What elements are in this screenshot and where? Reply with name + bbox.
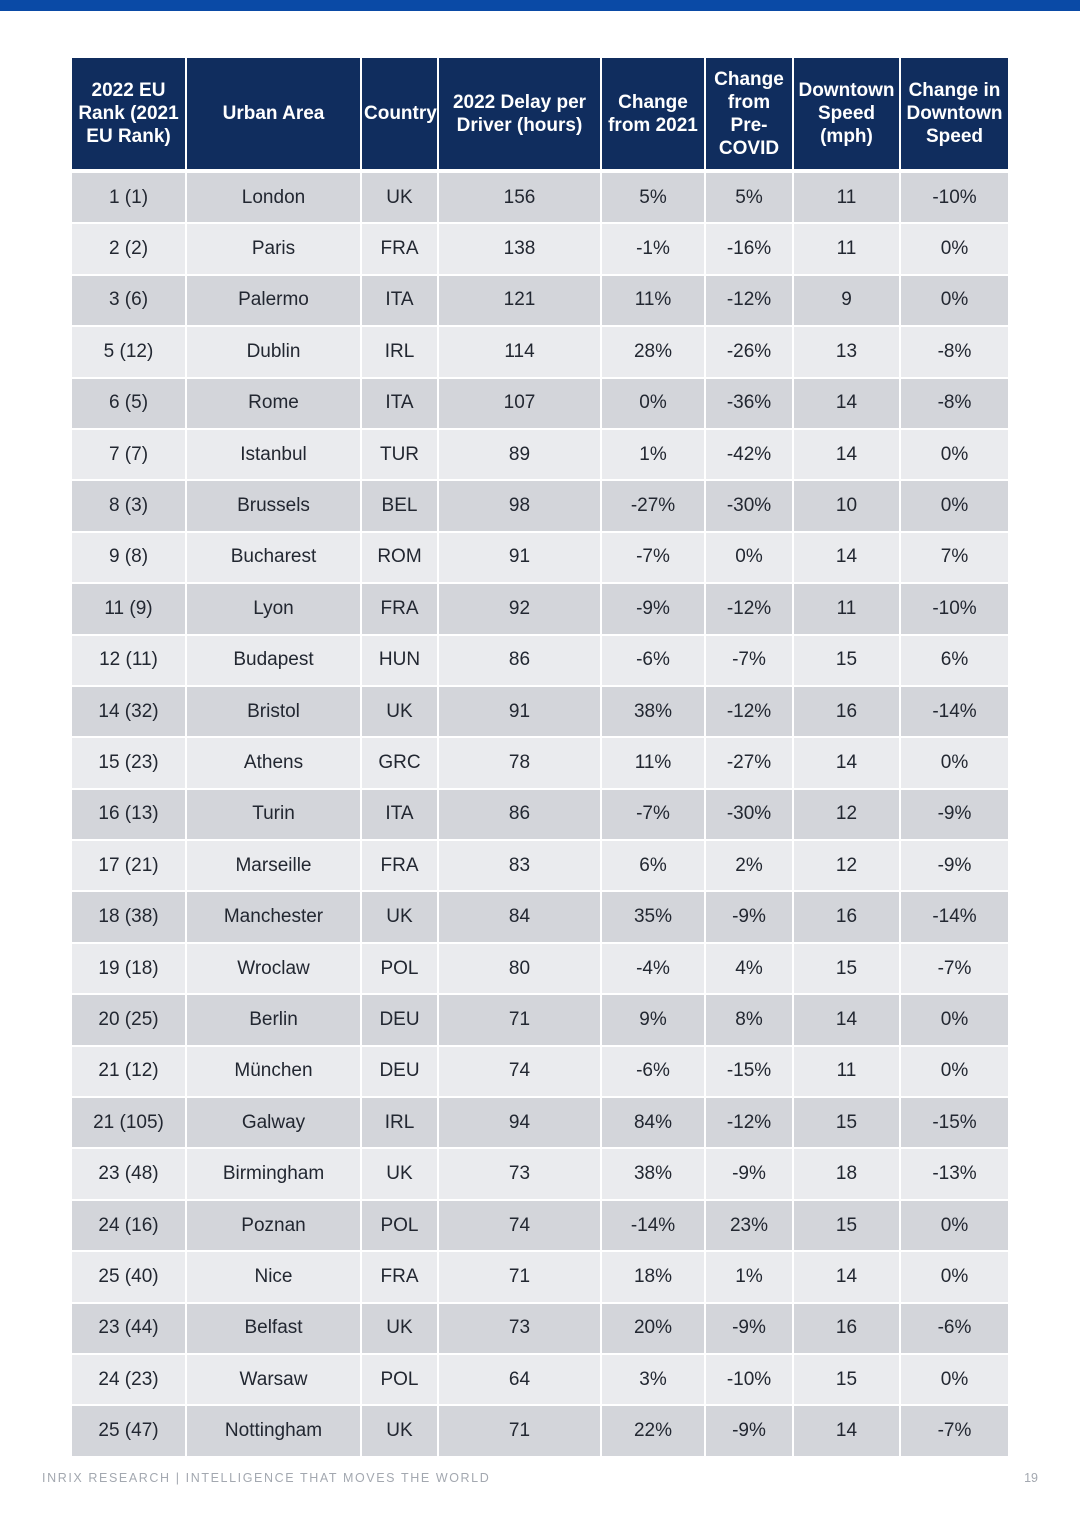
cell-urban-area: Bucharest <box>187 533 362 584</box>
table-row <box>72 276 1008 327</box>
cell-country: FRA <box>362 584 439 635</box>
cell-delay: 98 <box>439 481 602 532</box>
cell-rank: 25 (40) <box>72 1252 187 1303</box>
cell-delay: 64 <box>439 1355 602 1406</box>
cell-urban-area: Rome <box>187 379 362 430</box>
cell-downtown-speed: 14 <box>794 379 901 430</box>
cell-change-pre-covid: 2% <box>706 841 794 892</box>
cell-country: ITA <box>362 379 439 430</box>
cell-country: POL <box>362 944 439 995</box>
cell-downtown-speed: 14 <box>794 1406 901 1457</box>
cell-rank: 16 (13) <box>72 790 187 841</box>
cell-urban-area: Nottingham <box>187 1406 362 1457</box>
cell-country: ITA <box>362 790 439 841</box>
cell-change-2021: 3% <box>602 1355 706 1406</box>
table-row <box>72 841 1008 892</box>
cell-rank: 1 (1) <box>72 173 187 224</box>
table-row <box>72 379 1008 430</box>
cell-country: UK <box>362 173 439 224</box>
cell-urban-area: Bristol <box>187 687 362 738</box>
table-row <box>72 892 1008 943</box>
cell-urban-area: Nice <box>187 1252 362 1303</box>
cell-downtown-speed: 14 <box>794 533 901 584</box>
cell-change-2021: 11% <box>602 276 706 327</box>
column-header-downtown-speed: Downtown Speed (mph) <box>794 58 901 169</box>
top-accent-bar <box>0 0 1080 11</box>
cell-urban-area: Paris <box>187 224 362 275</box>
table-row <box>72 738 1008 789</box>
cell-downtown-speed: 11 <box>794 224 901 275</box>
cell-rank: 6 (5) <box>72 379 187 430</box>
cell-downtown-speed: 11 <box>794 1047 901 1098</box>
table-row <box>72 173 1008 224</box>
cell-downtown-speed: 15 <box>794 944 901 995</box>
cell-change-downtown-speed: -9% <box>901 790 1008 841</box>
cell-urban-area: Brussels <box>187 481 362 532</box>
cell-rank: 14 (32) <box>72 687 187 738</box>
cell-change-2021: 5% <box>602 173 706 224</box>
cell-change-2021: 20% <box>602 1304 706 1355</box>
cell-change-pre-covid: -16% <box>706 224 794 275</box>
cell-change-pre-covid: 0% <box>706 533 794 584</box>
cell-change-2021: -9% <box>602 584 706 635</box>
cell-country: FRA <box>362 1252 439 1303</box>
cell-country: IRL <box>362 327 439 378</box>
cell-downtown-speed: 15 <box>794 1355 901 1406</box>
cell-change-2021: 84% <box>602 1098 706 1149</box>
table-row <box>72 1355 1008 1406</box>
cell-change-2021: 9% <box>602 995 706 1046</box>
cell-change-downtown-speed: -10% <box>901 173 1008 224</box>
cell-change-downtown-speed: 0% <box>901 481 1008 532</box>
cell-change-downtown-speed: 0% <box>901 1047 1008 1098</box>
cell-downtown-speed: 16 <box>794 892 901 943</box>
cell-rank: 23 (48) <box>72 1149 187 1200</box>
cell-change-downtown-speed: -8% <box>901 379 1008 430</box>
cell-change-2021: -27% <box>602 481 706 532</box>
cell-downtown-speed: 12 <box>794 841 901 892</box>
cell-change-downtown-speed: -6% <box>901 1304 1008 1355</box>
cell-change-2021: -6% <box>602 636 706 687</box>
cell-delay: 114 <box>439 327 602 378</box>
cell-country: ROM <box>362 533 439 584</box>
cell-downtown-speed: 14 <box>794 995 901 1046</box>
column-header-change-downtown-speed: Change in Downtown Speed <box>901 58 1008 169</box>
table-row <box>72 1201 1008 1252</box>
cell-delay: 71 <box>439 995 602 1046</box>
cell-country: HUN <box>362 636 439 687</box>
table-row <box>72 790 1008 841</box>
cell-change-downtown-speed: -7% <box>901 944 1008 995</box>
cell-delay: 121 <box>439 276 602 327</box>
column-header-change-pre-covid: Change from Pre-COVID <box>706 58 794 169</box>
cell-rank: 21 (12) <box>72 1047 187 1098</box>
cell-delay: 73 <box>439 1304 602 1355</box>
cell-change-downtown-speed: -10% <box>901 584 1008 635</box>
cell-urban-area: Dublin <box>187 327 362 378</box>
table-row <box>72 1406 1008 1457</box>
footer-tagline: INRIX RESEARCH | INTELLIGENCE THAT MOVES THE WORLD <box>42 1471 491 1485</box>
cell-country: DEU <box>362 1047 439 1098</box>
cell-country: UK <box>362 892 439 943</box>
cell-urban-area: Galway <box>187 1098 362 1149</box>
cell-urban-area: Birmingham <box>187 1149 362 1200</box>
cell-change-downtown-speed: 0% <box>901 430 1008 481</box>
cell-change-downtown-speed: 0% <box>901 1252 1008 1303</box>
cell-change-2021: 38% <box>602 687 706 738</box>
table-row <box>72 687 1008 738</box>
cell-urban-area: Athens <box>187 738 362 789</box>
cell-change-pre-covid: -27% <box>706 738 794 789</box>
cell-downtown-speed: 9 <box>794 276 901 327</box>
cell-change-pre-covid: 4% <box>706 944 794 995</box>
cell-change-2021: 0% <box>602 379 706 430</box>
cell-country: IRL <box>362 1098 439 1149</box>
cell-change-downtown-speed: -13% <box>901 1149 1008 1200</box>
cell-change-pre-covid: -30% <box>706 481 794 532</box>
cell-rank: 11 (9) <box>72 584 187 635</box>
cell-delay: 78 <box>439 738 602 789</box>
table-row <box>72 533 1008 584</box>
cell-downtown-speed: 10 <box>794 481 901 532</box>
cell-change-pre-covid: 23% <box>706 1201 794 1252</box>
table-body <box>72 169 1008 1458</box>
cell-delay: 83 <box>439 841 602 892</box>
cell-delay: 94 <box>439 1098 602 1149</box>
page-number: 19 <box>1024 1471 1038 1485</box>
cell-change-downtown-speed: -14% <box>901 892 1008 943</box>
cell-country: POL <box>362 1201 439 1252</box>
cell-urban-area: Marseille <box>187 841 362 892</box>
cell-change-2021: -4% <box>602 944 706 995</box>
table-row <box>72 995 1008 1046</box>
cell-rank: 8 (3) <box>72 481 187 532</box>
table-row <box>72 1149 1008 1200</box>
cell-change-2021: 22% <box>602 1406 706 1457</box>
cell-country: POL <box>362 1355 439 1406</box>
cell-country: FRA <box>362 224 439 275</box>
cell-downtown-speed: 11 <box>794 584 901 635</box>
cell-change-2021: 28% <box>602 327 706 378</box>
cell-change-2021: -1% <box>602 224 706 275</box>
cell-rank: 7 (7) <box>72 430 187 481</box>
cell-change-2021: 6% <box>602 841 706 892</box>
cell-change-2021: -6% <box>602 1047 706 1098</box>
cell-downtown-speed: 14 <box>794 738 901 789</box>
cell-rank: 25 (47) <box>72 1406 187 1457</box>
column-header-country: Country <box>362 58 439 169</box>
column-header-urban-area: Urban Area <box>187 58 362 169</box>
cell-change-2021: 11% <box>602 738 706 789</box>
cell-rank: 23 (44) <box>72 1304 187 1355</box>
header-row <box>72 58 1008 169</box>
cell-change-pre-covid: -12% <box>706 276 794 327</box>
cell-urban-area: Budapest <box>187 636 362 687</box>
congestion-ranking-table <box>72 58 1008 1458</box>
cell-country: BEL <box>362 481 439 532</box>
cell-downtown-speed: 18 <box>794 1149 901 1200</box>
cell-country: FRA <box>362 841 439 892</box>
cell-change-pre-covid: -9% <box>706 1304 794 1355</box>
cell-rank: 24 (16) <box>72 1201 187 1252</box>
cell-change-downtown-speed: -9% <box>901 841 1008 892</box>
table-row <box>72 1252 1008 1303</box>
cell-downtown-speed: 13 <box>794 327 901 378</box>
cell-change-2021: 18% <box>602 1252 706 1303</box>
cell-delay: 80 <box>439 944 602 995</box>
cell-urban-area: Lyon <box>187 584 362 635</box>
cell-urban-area: Manchester <box>187 892 362 943</box>
cell-change-downtown-speed: 0% <box>901 224 1008 275</box>
cell-change-downtown-speed: -8% <box>901 327 1008 378</box>
cell-urban-area: Palermo <box>187 276 362 327</box>
cell-change-pre-covid: -7% <box>706 636 794 687</box>
cell-change-downtown-speed: 0% <box>901 1201 1008 1252</box>
cell-country: GRC <box>362 738 439 789</box>
table-row <box>72 430 1008 481</box>
cell-downtown-speed: 14 <box>794 430 901 481</box>
congestion-table-container <box>72 58 1008 1458</box>
cell-downtown-speed: 15 <box>794 636 901 687</box>
cell-change-pre-covid: -30% <box>706 790 794 841</box>
table-row <box>72 944 1008 995</box>
cell-rank: 2 (2) <box>72 224 187 275</box>
cell-downtown-speed: 12 <box>794 790 901 841</box>
cell-change-2021: 1% <box>602 430 706 481</box>
cell-urban-area: Belfast <box>187 1304 362 1355</box>
cell-change-2021: 38% <box>602 1149 706 1200</box>
column-header-delay: 2022 Delay per Driver (hours) <box>439 58 602 169</box>
cell-downtown-speed: 16 <box>794 687 901 738</box>
cell-change-downtown-speed: 0% <box>901 276 1008 327</box>
cell-rank: 15 (23) <box>72 738 187 789</box>
table-row <box>72 1304 1008 1355</box>
cell-urban-area: Turin <box>187 790 362 841</box>
table-row <box>72 327 1008 378</box>
cell-delay: 71 <box>439 1252 602 1303</box>
cell-change-pre-covid: 5% <box>706 173 794 224</box>
cell-change-pre-covid: 8% <box>706 995 794 1046</box>
cell-change-downtown-speed: 0% <box>901 738 1008 789</box>
cell-change-2021: -7% <box>602 533 706 584</box>
cell-delay: 91 <box>439 533 602 584</box>
cell-change-pre-covid: -9% <box>706 1149 794 1200</box>
cell-change-pre-covid: -9% <box>706 1406 794 1457</box>
cell-urban-area: München <box>187 1047 362 1098</box>
cell-change-pre-covid: -36% <box>706 379 794 430</box>
cell-change-pre-covid: -10% <box>706 1355 794 1406</box>
cell-change-downtown-speed: 0% <box>901 995 1008 1046</box>
cell-urban-area: Wroclaw <box>187 944 362 995</box>
cell-urban-area: Poznan <box>187 1201 362 1252</box>
cell-change-2021: 35% <box>602 892 706 943</box>
cell-rank: 9 (8) <box>72 533 187 584</box>
cell-country: DEU <box>362 995 439 1046</box>
cell-change-pre-covid: -15% <box>706 1047 794 1098</box>
cell-rank: 18 (38) <box>72 892 187 943</box>
cell-delay: 74 <box>439 1201 602 1252</box>
cell-rank: 5 (12) <box>72 327 187 378</box>
cell-country: UK <box>362 1149 439 1200</box>
cell-rank: 3 (6) <box>72 276 187 327</box>
cell-change-downtown-speed: -14% <box>901 687 1008 738</box>
cell-change-2021: -14% <box>602 1201 706 1252</box>
cell-urban-area: Warsaw <box>187 1355 362 1406</box>
column-header-rank: 2022 EU Rank (2021 EU Rank) <box>72 58 187 169</box>
cell-country: UK <box>362 1304 439 1355</box>
cell-change-downtown-speed: 0% <box>901 1355 1008 1406</box>
cell-change-downtown-speed: 7% <box>901 533 1008 584</box>
cell-change-pre-covid: -42% <box>706 430 794 481</box>
table-row <box>72 584 1008 635</box>
cell-delay: 71 <box>439 1406 602 1457</box>
cell-rank: 24 (23) <box>72 1355 187 1406</box>
cell-downtown-speed: 15 <box>794 1098 901 1149</box>
cell-rank: 17 (21) <box>72 841 187 892</box>
column-header-change-2021: Change from 2021 <box>602 58 706 169</box>
cell-change-pre-covid: -12% <box>706 1098 794 1149</box>
cell-downtown-speed: 16 <box>794 1304 901 1355</box>
cell-delay: 138 <box>439 224 602 275</box>
cell-delay: 84 <box>439 892 602 943</box>
cell-country: UK <box>362 687 439 738</box>
cell-delay: 156 <box>439 173 602 224</box>
table-header <box>72 58 1008 169</box>
cell-change-pre-covid: 1% <box>706 1252 794 1303</box>
cell-urban-area: London <box>187 173 362 224</box>
cell-downtown-speed: 14 <box>794 1252 901 1303</box>
cell-country: TUR <box>362 430 439 481</box>
table-row <box>72 481 1008 532</box>
table-row <box>72 636 1008 687</box>
cell-rank: 20 (25) <box>72 995 187 1046</box>
cell-urban-area: Istanbul <box>187 430 362 481</box>
cell-rank: 21 (105) <box>72 1098 187 1149</box>
cell-country: UK <box>362 1406 439 1457</box>
table-row <box>72 1047 1008 1098</box>
cell-delay: 107 <box>439 379 602 430</box>
cell-urban-area: Berlin <box>187 995 362 1046</box>
cell-change-2021: -7% <box>602 790 706 841</box>
cell-downtown-speed: 11 <box>794 173 901 224</box>
cell-country: ITA <box>362 276 439 327</box>
table-row <box>72 224 1008 275</box>
table-row <box>72 1098 1008 1149</box>
cell-change-downtown-speed: -7% <box>901 1406 1008 1457</box>
cell-change-pre-covid: -12% <box>706 584 794 635</box>
cell-change-pre-covid: -9% <box>706 892 794 943</box>
cell-delay: 89 <box>439 430 602 481</box>
cell-downtown-speed: 15 <box>794 1201 901 1252</box>
cell-rank: 19 (18) <box>72 944 187 995</box>
cell-delay: 86 <box>439 636 602 687</box>
cell-rank: 12 (11) <box>72 636 187 687</box>
cell-delay: 73 <box>439 1149 602 1200</box>
cell-change-pre-covid: -26% <box>706 327 794 378</box>
cell-delay: 86 <box>439 790 602 841</box>
cell-delay: 91 <box>439 687 602 738</box>
cell-change-pre-covid: -12% <box>706 687 794 738</box>
cell-change-downtown-speed: 6% <box>901 636 1008 687</box>
cell-delay: 92 <box>439 584 602 635</box>
cell-change-downtown-speed: -15% <box>901 1098 1008 1149</box>
cell-delay: 74 <box>439 1047 602 1098</box>
